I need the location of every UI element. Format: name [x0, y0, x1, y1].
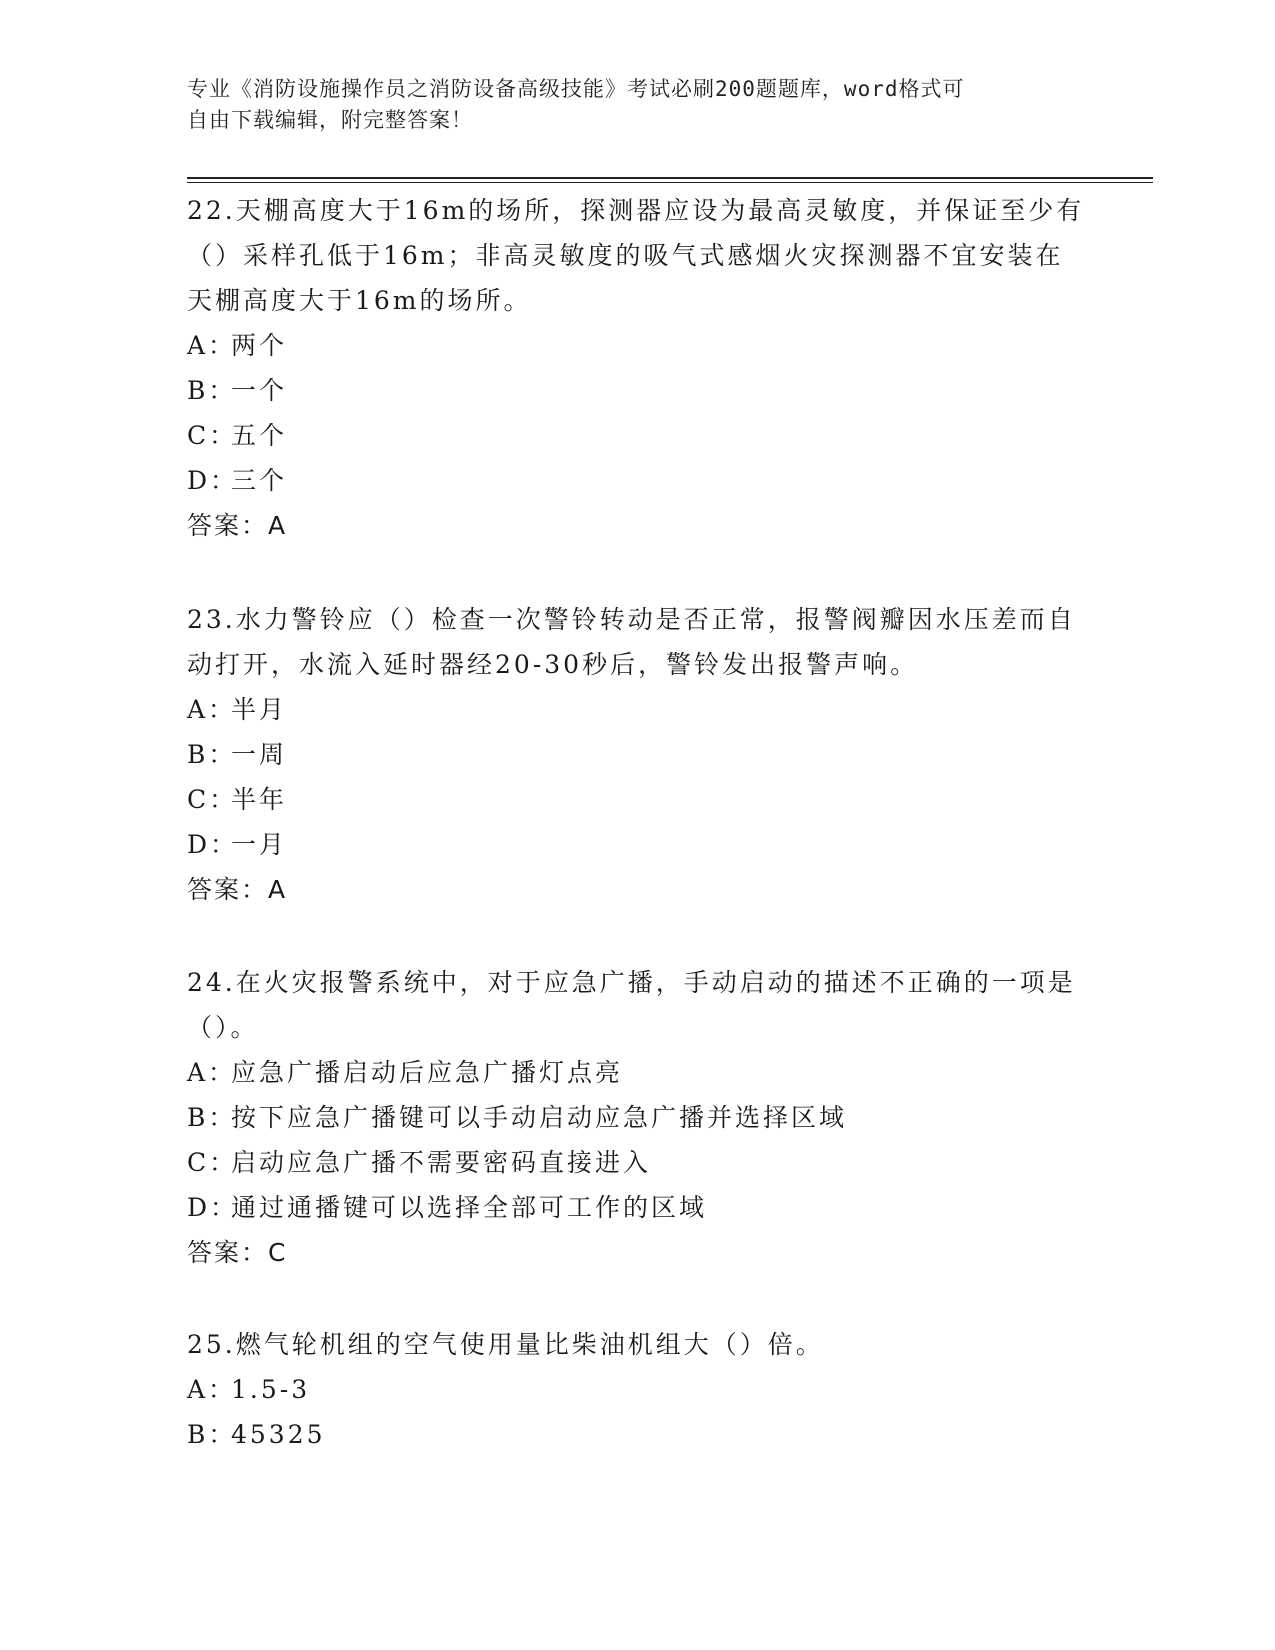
option-d: D：三个: [187, 466, 288, 495]
option-b: B：按下应急广播键可以手动启动应急广播并选择区域: [187, 1103, 848, 1132]
option-a: A：半月: [187, 695, 288, 724]
option-d: D：一月: [187, 830, 288, 859]
option-b: B：45325: [187, 1420, 326, 1449]
question-23: [187, 597, 1087, 912]
document-header: [187, 74, 1067, 136]
question-text: 24.在火灾报警系统中，对于应急广播，手动启动的描述不正确的一项是（）。: [187, 968, 1076, 1042]
option-b: B：一个: [187, 376, 288, 405]
header-divider-thick: [187, 177, 1153, 179]
option-a: A：1.5-3: [187, 1375, 311, 1404]
option-c: C：五个: [187, 421, 288, 450]
option-a: A：两个: [187, 331, 288, 360]
question-text: 25.燃气轮机组的空气使用量比柴油机组大（）倍。: [187, 1330, 824, 1359]
option-a: A：应急广播启动后应急广播灯点亮: [187, 1058, 624, 1087]
question-22: [187, 188, 1087, 548]
option-d: D：通过通播键可以选择全部可工作的区域: [187, 1193, 708, 1222]
header-line-1: 专业《消防设施操作员之消防设备高级技能》考试必刷200题题库，word格式可: [187, 77, 965, 101]
question-25: [187, 1322, 1087, 1457]
header-line-2: 自由下载编辑，附完整答案！: [187, 108, 473, 132]
option-c: C：启动应急广播不需要密码直接进入: [187, 1148, 652, 1177]
question-24: [187, 960, 1087, 1275]
answer-line: 答案：C: [187, 1238, 288, 1267]
option-c: C：半年: [187, 785, 288, 814]
answer-line: 答案：A: [187, 511, 288, 540]
header-divider-thin: [187, 182, 1153, 183]
question-text: 22.天棚高度大于16m的场所，探测器应设为最高灵敏度，并保证至少有（）采样孔低于16m；非高灵敏度的吸气式感烟火灾探测器不宜安装在天棚高度大于16m的场所。: [187, 196, 1085, 315]
question-text: 23.水力警铃应（）检查一次警铃转动是否正常，报警阀瓣因水压差而自动打开，水流入延时器经20-30秒后，警铃发出报警声响。: [187, 605, 1076, 679]
answer-line: 答案：A: [187, 875, 288, 904]
option-b: B：一周: [187, 740, 288, 769]
